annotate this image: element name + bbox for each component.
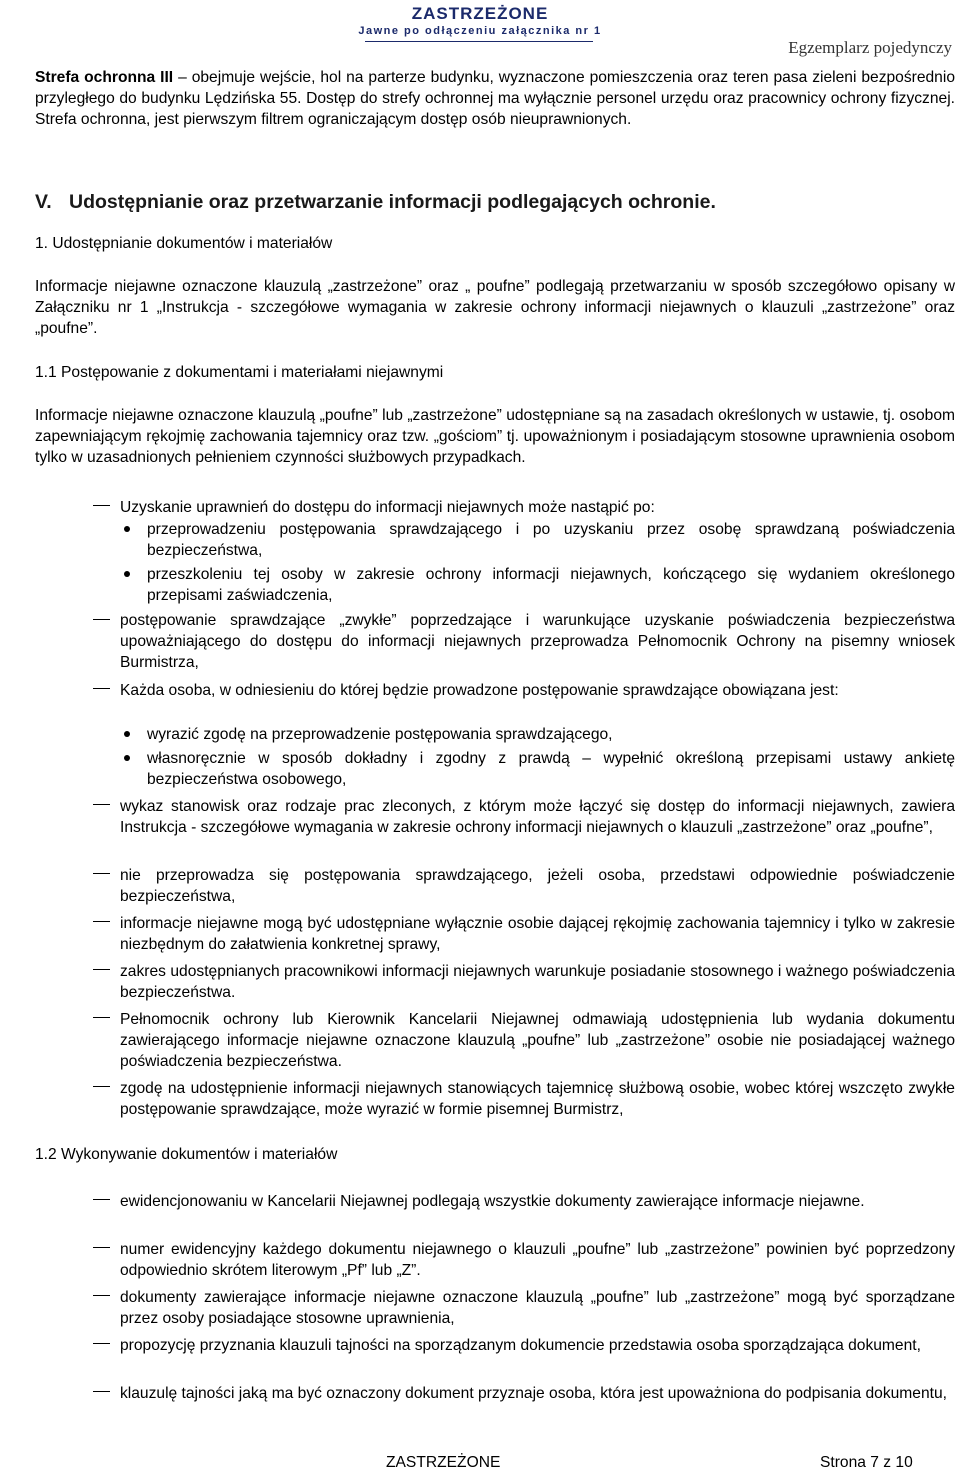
dash-marker (93, 969, 110, 970)
section-title: Udostępnianie oraz przetwarzanie informacji podlegających ochronie. (69, 191, 716, 213)
header-subtitle: Jawne po odłączeniu załącznika nr 1 (358, 25, 602, 37)
list-item: informacje niejawne mogą być udostępniane wyłącznie osobie dającej rękojmię zachowania tajemnicy i tylko w zakresie niezbędnym do załatwienia konkretnej sprawy, (120, 915, 955, 953)
header-underline (365, 41, 593, 42)
copy-note: Egzemplarz pojedynczy (788, 38, 952, 57)
dash-marker (93, 804, 110, 805)
subsection-1-heading: 1. Udostępnianie dokumentów i materiałów (35, 235, 333, 252)
dash-marker (93, 1199, 110, 1200)
footer-classification: ZASTRZEŻONE (386, 1454, 501, 1471)
sub-list-item: wyrazić zgodę na przeprowadzenie postępowania sprawdzającego, (147, 726, 613, 743)
list-item: zgodę na udostępnienie informacji niejawnych stanowiących tajemnicę służbową osobie, wobec której wszczęto zwykłe postępowanie sprawdzające, może wyrazić w formie pisemnej Burmistrz, (120, 1080, 955, 1118)
dash-marker (93, 1086, 110, 1087)
dash-marker (93, 873, 110, 874)
sub-list-item: przeprowadzeniu postępowania sprawdzającego i po uzyskaniu przez osobę sprawdzaną poświadczenia bezpieczeństwa, (147, 521, 955, 559)
list-item: propozycję przyznania klauzuli tajności na sporządzanym dokumencie przedstawia osoba sporządzająca dokument, (120, 1337, 921, 1354)
dash-marker (93, 688, 110, 689)
dash-marker (93, 1247, 110, 1248)
intro-text: – obejmuje wejście, hol na parterze budynku, wyznaczone pomieszczenia oraz teren pasa zieleni bezpośrednio przyległego do budynku Lędzińska 55. Dostęp do strefy ochronnej ma wyłącznie personel urzędu oraz pracownicy ochrony fizycznej. Strefa ochronna, jest pierwszym filtrem ograniczającym dostęp osób nieuprawnionych. (35, 69, 955, 128)
subsection-1-1-heading: 1.1 Postępowanie z dokumentami i materiałami niejawnymi (35, 364, 444, 381)
list-item: nie przeprowadza się postępowania sprawdzającego, jeżeli osoba, przedstawi odpowiednie poświadczenie bezpieczeństwa, (120, 867, 955, 905)
subsection-1-1-paragraph: Informacje niejawne oznaczone klauzulą „poufne” lub „zastrzeżone” udostępniane są na zasadach określonych w ustawie, tj. osobom zapewniającym rękojmię zachowania tajemnicy oraz tzw. „gościom” tj. upoważnionym i posiadającym stosowne uprawnienia osobom tylko w uzasadnionych pełnieniem czynności służbowych przypadkach. (35, 407, 955, 466)
intro-paragraph (35, 67, 955, 130)
bullet-marker (124, 571, 130, 577)
bullet-marker (124, 526, 130, 532)
bullet-marker (124, 731, 130, 737)
section-heading (35, 191, 716, 214)
dash-marker (93, 921, 110, 922)
list-item: wykaz stanowisk oraz rodzaje prac zleconych, z którym może łączyć się dostęp do informacji niejawnych, zawiera Instrukcja - szczegółowe wymagania w zakresie ochrony informacji niejawnych o klauzuli „zastrzeżone” oraz „poufne”, (120, 798, 955, 836)
dash-marker (93, 505, 110, 506)
dash-marker (93, 1017, 110, 1018)
page-number: Strona 7 z 10 (820, 1454, 913, 1471)
sub-list-item: przeszkoleniu tej osoby w zakresie ochrony informacji niejawnych, kończącego się wydaniem określonego przepisami zaświadczenia, (147, 566, 955, 604)
list-item: dokumenty zawierające informacje niejawne oznaczone klauzulą „poufne” lub „zastrzeżone” mogą być sporządzane przez osoby posiadające stosowne uprawnienia, (120, 1289, 955, 1327)
list-item: Uzyskanie uprawnień do dostępu do informacji niejawnych może nastąpić po: (120, 499, 655, 516)
intro-term: Strefa ochronna III (35, 69, 174, 86)
dash-marker (93, 1343, 110, 1344)
section-number: V. (35, 191, 52, 213)
bullet-marker (124, 755, 130, 761)
dash-marker (93, 1391, 110, 1392)
sub-list-item: własnoręcznie w sposób dokładny i zgodny z prawdą – wypełnić określoną przepisami ustawy ankietę bezpieczeństwa osobowego, (147, 750, 955, 788)
list-item: postępowanie sprawdzające „zwykłe” poprzedzające i warunkujące uzyskanie poświadczenia bezpieczeństwa upoważniającego do dostępu do informacji niejawnych przeprowadza Pełnomocnik Ochrony na pisemny wniosek Burmistrza, (120, 612, 955, 671)
list-item: Każda osoba, w odniesieniu do której będzie prowadzone postępowanie sprawdzające obowiązana jest: (120, 682, 839, 699)
list-item: ewidencjonowaniu w Kancelarii Niejawnej podlegają wszystkie dokumenty zawierające informacje niejawne. (120, 1193, 865, 1210)
dash-marker (93, 1295, 110, 1296)
list-item: zakres udostępnianych pracownikowi informacji niejawnych warunkuje posiadanie stosownego i ważnego poświadczenia bezpieczeństwa. (120, 963, 955, 1001)
subsection-1-2-heading: 1.2 Wykonywanie dokumentów i materiałów (35, 1146, 338, 1163)
subsection-1-paragraph: Informacje niejawne oznaczone klauzulą „zastrzeżone” oraz „ poufne” podlegają przetwarzaniu w sposób szczegółowo opisany w Załączniku nr 1 „Instrukcja - szczegółowe wymagania w zakresie ochrony informacji niejawnych o klauzuli „zastrzeżone” oraz „poufne”. (35, 278, 955, 337)
list-item: Pełnomocnik ochrony lub Kierownik Kancelarii Niejawnej odmawiają udostępnienia lub wydania dokumentu zawierającego informacje niejawne oznaczone klauzulą „poufne” lub „zastrzeżone” osobie nie posiadającej ważnego poświadczenia bezpieczeństwa. (120, 1011, 955, 1070)
header-classification: ZASTRZEŻONE (411, 4, 549, 23)
list-item: numer ewidencyjny każdego dokumentu niejawnego o klauzuli „poufne” lub „zastrzeżone” powinien być poprzedzony odpowiednio skrótem literowym „Pf” lub „Z”. (120, 1241, 955, 1279)
list-item: klauzulę tajności jaką ma być oznaczony dokument przyznaje osoba, która jest upoważniona do podpisania dokumentu, (120, 1385, 947, 1402)
dash-marker (93, 619, 110, 620)
